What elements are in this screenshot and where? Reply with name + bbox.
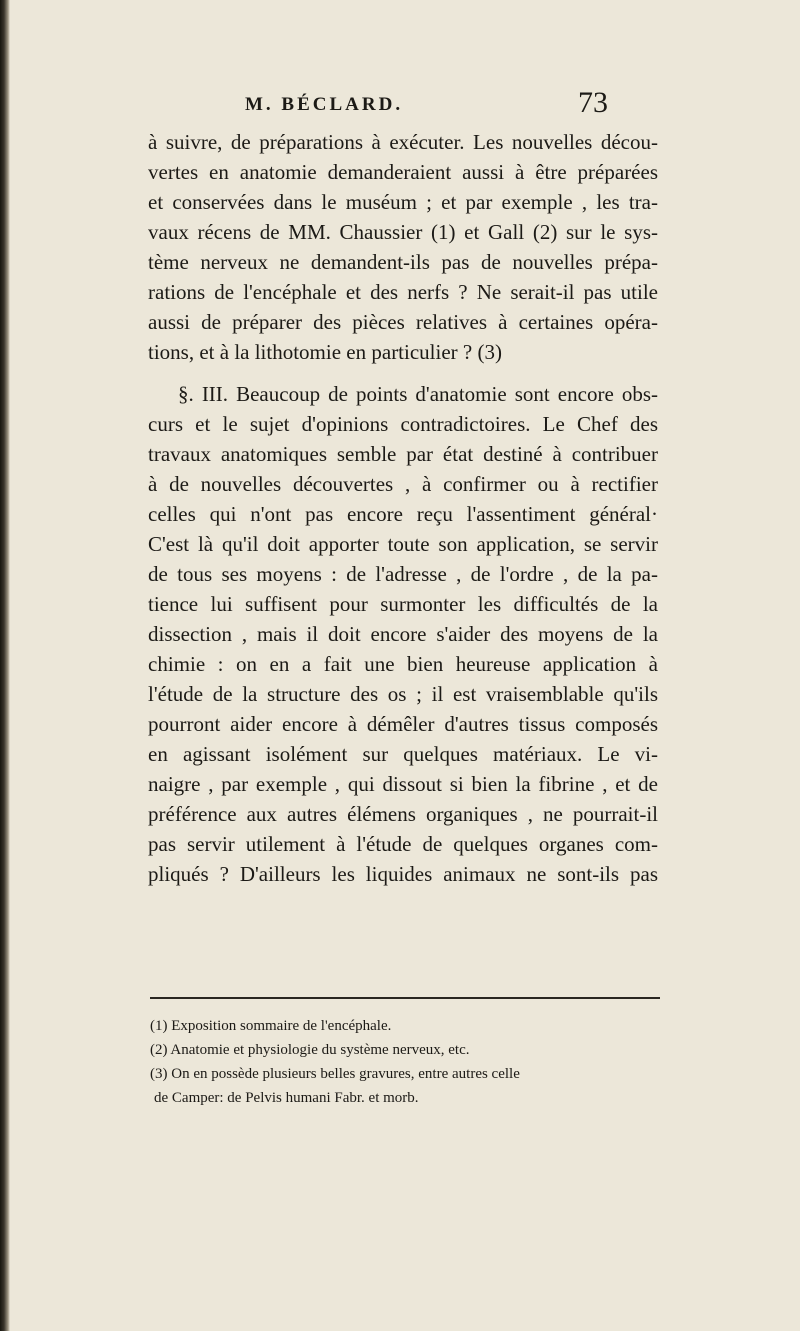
text-line: pliqués ? D'ailleurs les liquides animaux ne sont-ils pas xyxy=(148,862,658,886)
text-line: tions, et à la lithotomie en particulier ? (3) xyxy=(148,340,502,364)
text-line: en agissant isolément sur quelques matériaux. Le vi- xyxy=(148,742,658,766)
text-line: dissection , mais il doit encore s'aider des moyens de la xyxy=(148,622,658,646)
footnote-2: (2) Anatomie et physiologie du système nerveux, etc. xyxy=(150,1042,470,1058)
text-line: l'étude de la structure des os ; il est vraisemblable qu'ils xyxy=(148,682,658,706)
paragraph-1 xyxy=(148,127,658,367)
text-line: curs et le sujet d'opinions contradictoires. Le Chef des xyxy=(148,412,658,436)
page-binding-edge xyxy=(0,0,10,1331)
text-line: C'est là qu'il doit apporter toute son application, se servir xyxy=(148,532,658,556)
text-line: §. III. Beaucoup de points d'anatomie sont encore obs- xyxy=(178,382,658,406)
text-line: pas servir utilement à l'étude de quelques organes com- xyxy=(148,832,658,856)
text-line: travaux anatomiques semble par état destiné à contribuer xyxy=(148,442,658,466)
text-line: et conservées dans le muséum ; et par exemple , les tra- xyxy=(148,190,658,214)
footnote-3: (3) On en possède plusieurs belles gravures, entre autres celle xyxy=(150,1066,520,1082)
text-line: à suivre, de préparations à exécuter. Les nouvelles décou- xyxy=(148,130,658,154)
footnotes xyxy=(150,1014,670,1110)
text-line: aussi de préparer des pièces relatives à certaines opéra- xyxy=(148,310,658,334)
text-line: naigre , par exemple , qui dissout si bien la fibrine , et de xyxy=(148,772,658,796)
footnote-3-continuation: de Camper: de Pelvis humani Fabr. et morb. xyxy=(154,1090,419,1106)
footnote-divider xyxy=(150,997,660,999)
text-line: de tous ses moyens : de l'adresse , de l'ordre , de la pa- xyxy=(148,562,658,586)
page-header xyxy=(0,86,800,126)
text-line: préférence aux autres élémens organiques , ne pourrait-il xyxy=(148,802,658,826)
text-line: celles qui n'ont pas encore reçu l'assentiment général· xyxy=(148,502,658,526)
text-line: à de nouvelles découvertes , à confirmer ou à rectifier xyxy=(148,472,658,496)
text-line: tème nerveux ne demandent-ils pas de nouvelles prépa- xyxy=(148,250,658,274)
text-line: chimie : on en a fait une bien heureuse application à xyxy=(148,652,658,676)
page-number: 73 xyxy=(578,86,608,119)
footnote-1: (1) Exposition sommaire de l'encéphale. xyxy=(150,1018,392,1034)
text-line: tience lui suffisent pour surmonter les difficultés de la xyxy=(148,592,658,616)
text-line: vertes en anatomie demanderaient aussi à être préparées xyxy=(148,160,658,184)
text-line: vaux récens de MM. Chaussier (1) et Gall (2) sur le sys- xyxy=(148,220,658,244)
paragraph-2 xyxy=(148,379,658,889)
main-text xyxy=(148,127,658,889)
text-line: pourront aider encore à démêler d'autres tissus composés xyxy=(148,712,658,736)
running-head: M. BÉCLARD. xyxy=(245,94,404,115)
text-line: rations de l'encéphale et des nerfs ? Ne serait-il pas utile xyxy=(148,280,658,304)
